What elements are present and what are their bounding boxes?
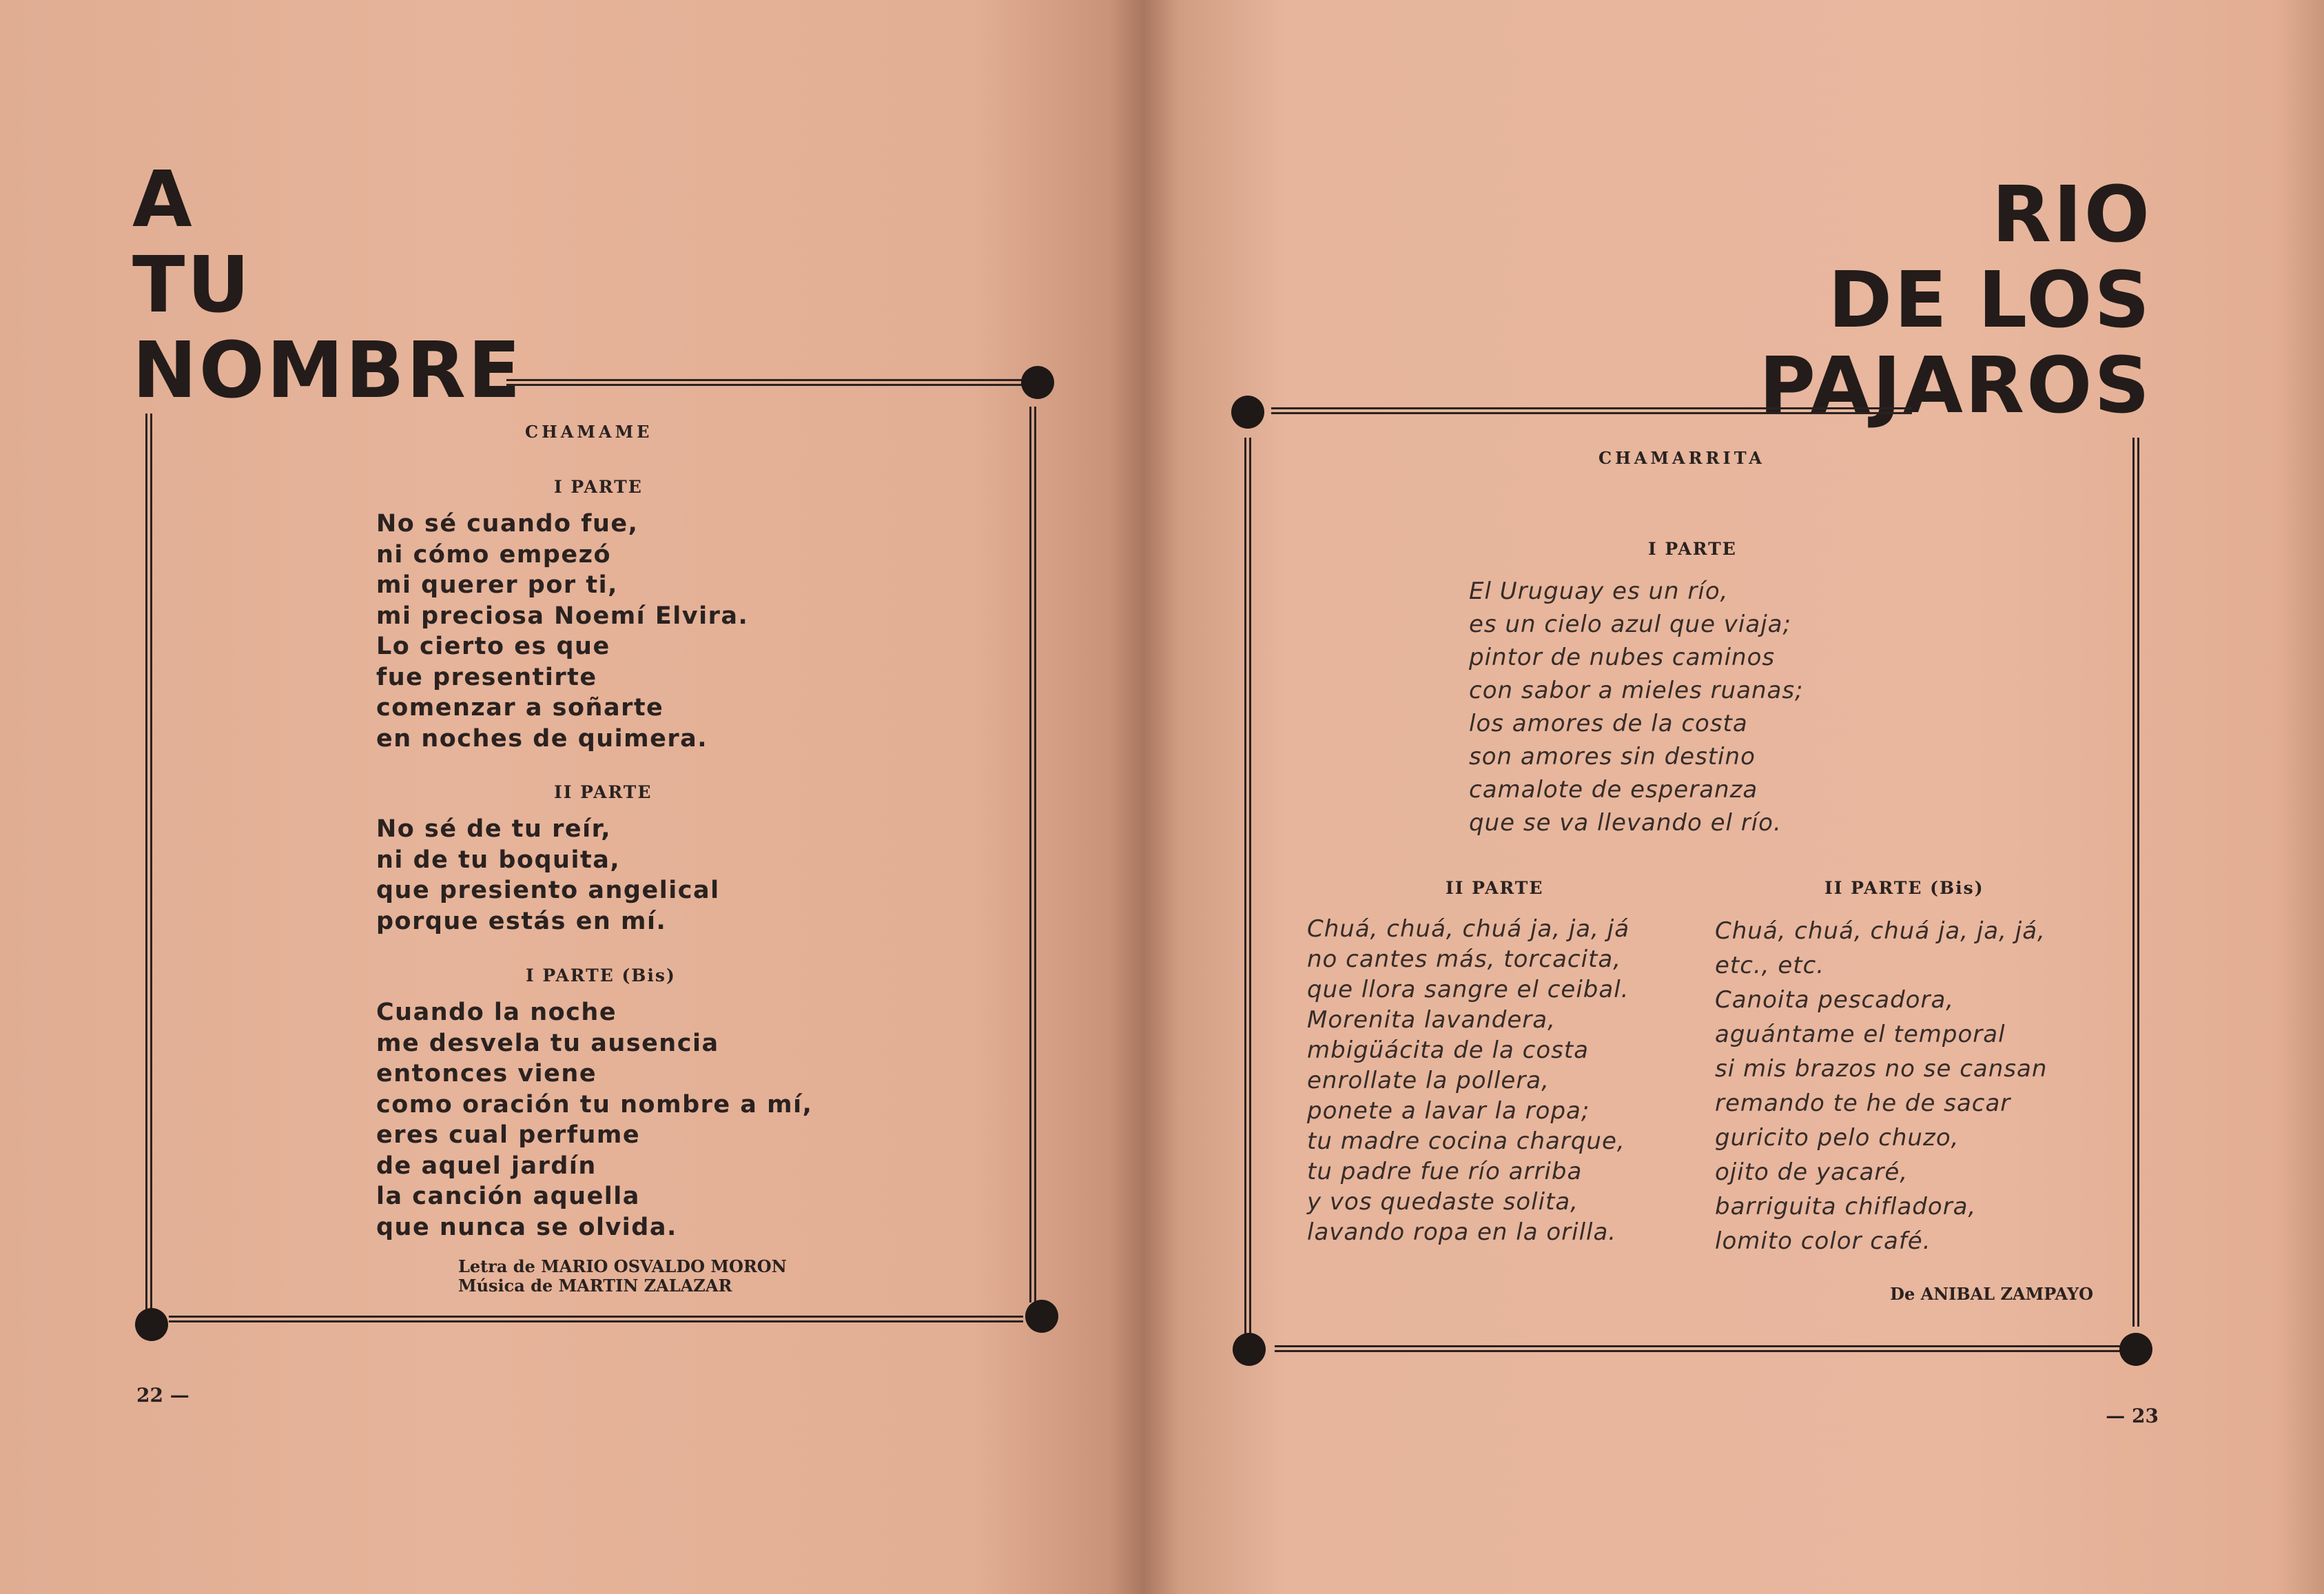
page-number: 22 — [136,1384,189,1407]
title-line: RIO [1991,170,2152,260]
right-page [1144,0,2324,1594]
section-heading: I PARTE [554,477,643,497]
frame-bottom-rule [1275,1345,2129,1352]
frame-bottom-rule [169,1316,1023,1322]
section-heading: I PARTE (Bis) [526,965,676,985]
section-heading: II PARTE [1446,878,1544,898]
title-line: PAJAROS [1759,341,2152,431]
song-title [1759,172,2152,429]
credits: Letra de MARIO OSVALDO MORON Música de MARTIN ZALAZAR [458,1256,787,1296]
credits: De ANIBAL ZAMPAYO [1890,1284,2093,1304]
title-line: TU [132,241,252,330]
frame-right-rule [2132,438,2139,1327]
frame-top-rule [506,379,1025,386]
verse: El Uruguay es un río, es un cielo azul que viaja; pintor de nubes caminos con sabor a mieles ruanas; los amores de la costa son amores sin destino camalote de esperanza que se va llevando el río. [1469,578,1804,837]
verse: Cuando la noche me desvela tu ausencia entonces viene como oración tu nombre a mí, eres cual perfume de aquel jardín la canción aquella que nunca se olvida. [376,999,813,1241]
genre-label: CHAMAME [525,422,653,442]
verse: No sé cuando fue, ni cómo empezó mi querer por ti, mi preciosa Noemí Elvira. Lo cierto es que fue presentirte comenzar a soñarte en noches de quimera. [376,510,749,753]
frame-top-rule [1271,407,1912,414]
frame-right-rule [1029,407,1036,1302]
frame-corner-dot [2119,1333,2152,1366]
frame-corner-dot [1021,366,1054,399]
genre-label: CHAMARRITA [1598,448,1765,468]
section-heading: II PARTE (Bis) [1824,878,1984,898]
section-heading: II PARTE [554,782,652,802]
song-title [132,155,523,416]
frame-corner-dot [1025,1300,1058,1333]
title-line: A [132,155,194,245]
title-line: DE LOS [1828,256,2152,345]
frame-corner-dot [1231,396,1264,429]
frame-corner-dot [135,1308,168,1341]
frame-corner-dot [1233,1333,1266,1366]
frame-left-rule [145,413,152,1316]
page-number: — 23 [2106,1404,2159,1427]
section-heading: I PARTE [1648,539,1737,559]
verse: Chuá, chuá, chuá ja, ja, já, etc., etc. Canoita pescadora, aguántame el temporal si mis brazos no se cansan remando te he de sacar guricito pelo chuzo, ojito de yacaré, barriguita chifladora, lomito color café. [1715,917,2048,1255]
verse: Chuá, chuá, chuá ja, ja, já no cantes más, torcacita, que llora sangre el ceibal. Morenita lavandera, mbigüácita de la costa enrollate la pollera, ponete a lavar la ropa; tu madre cocina charque, tu padre fue río arriba y vos quedaste solita, lavando ropa en la orilla. [1307,915,1630,1246]
verse: No sé de tu reír, ni de tu boquita, que presiento angelical porque estás en mí. [376,815,720,935]
frame-left-rule [1244,438,1251,1340]
title-line: NOMBRE [132,326,523,416]
left-page [0,0,1144,1594]
